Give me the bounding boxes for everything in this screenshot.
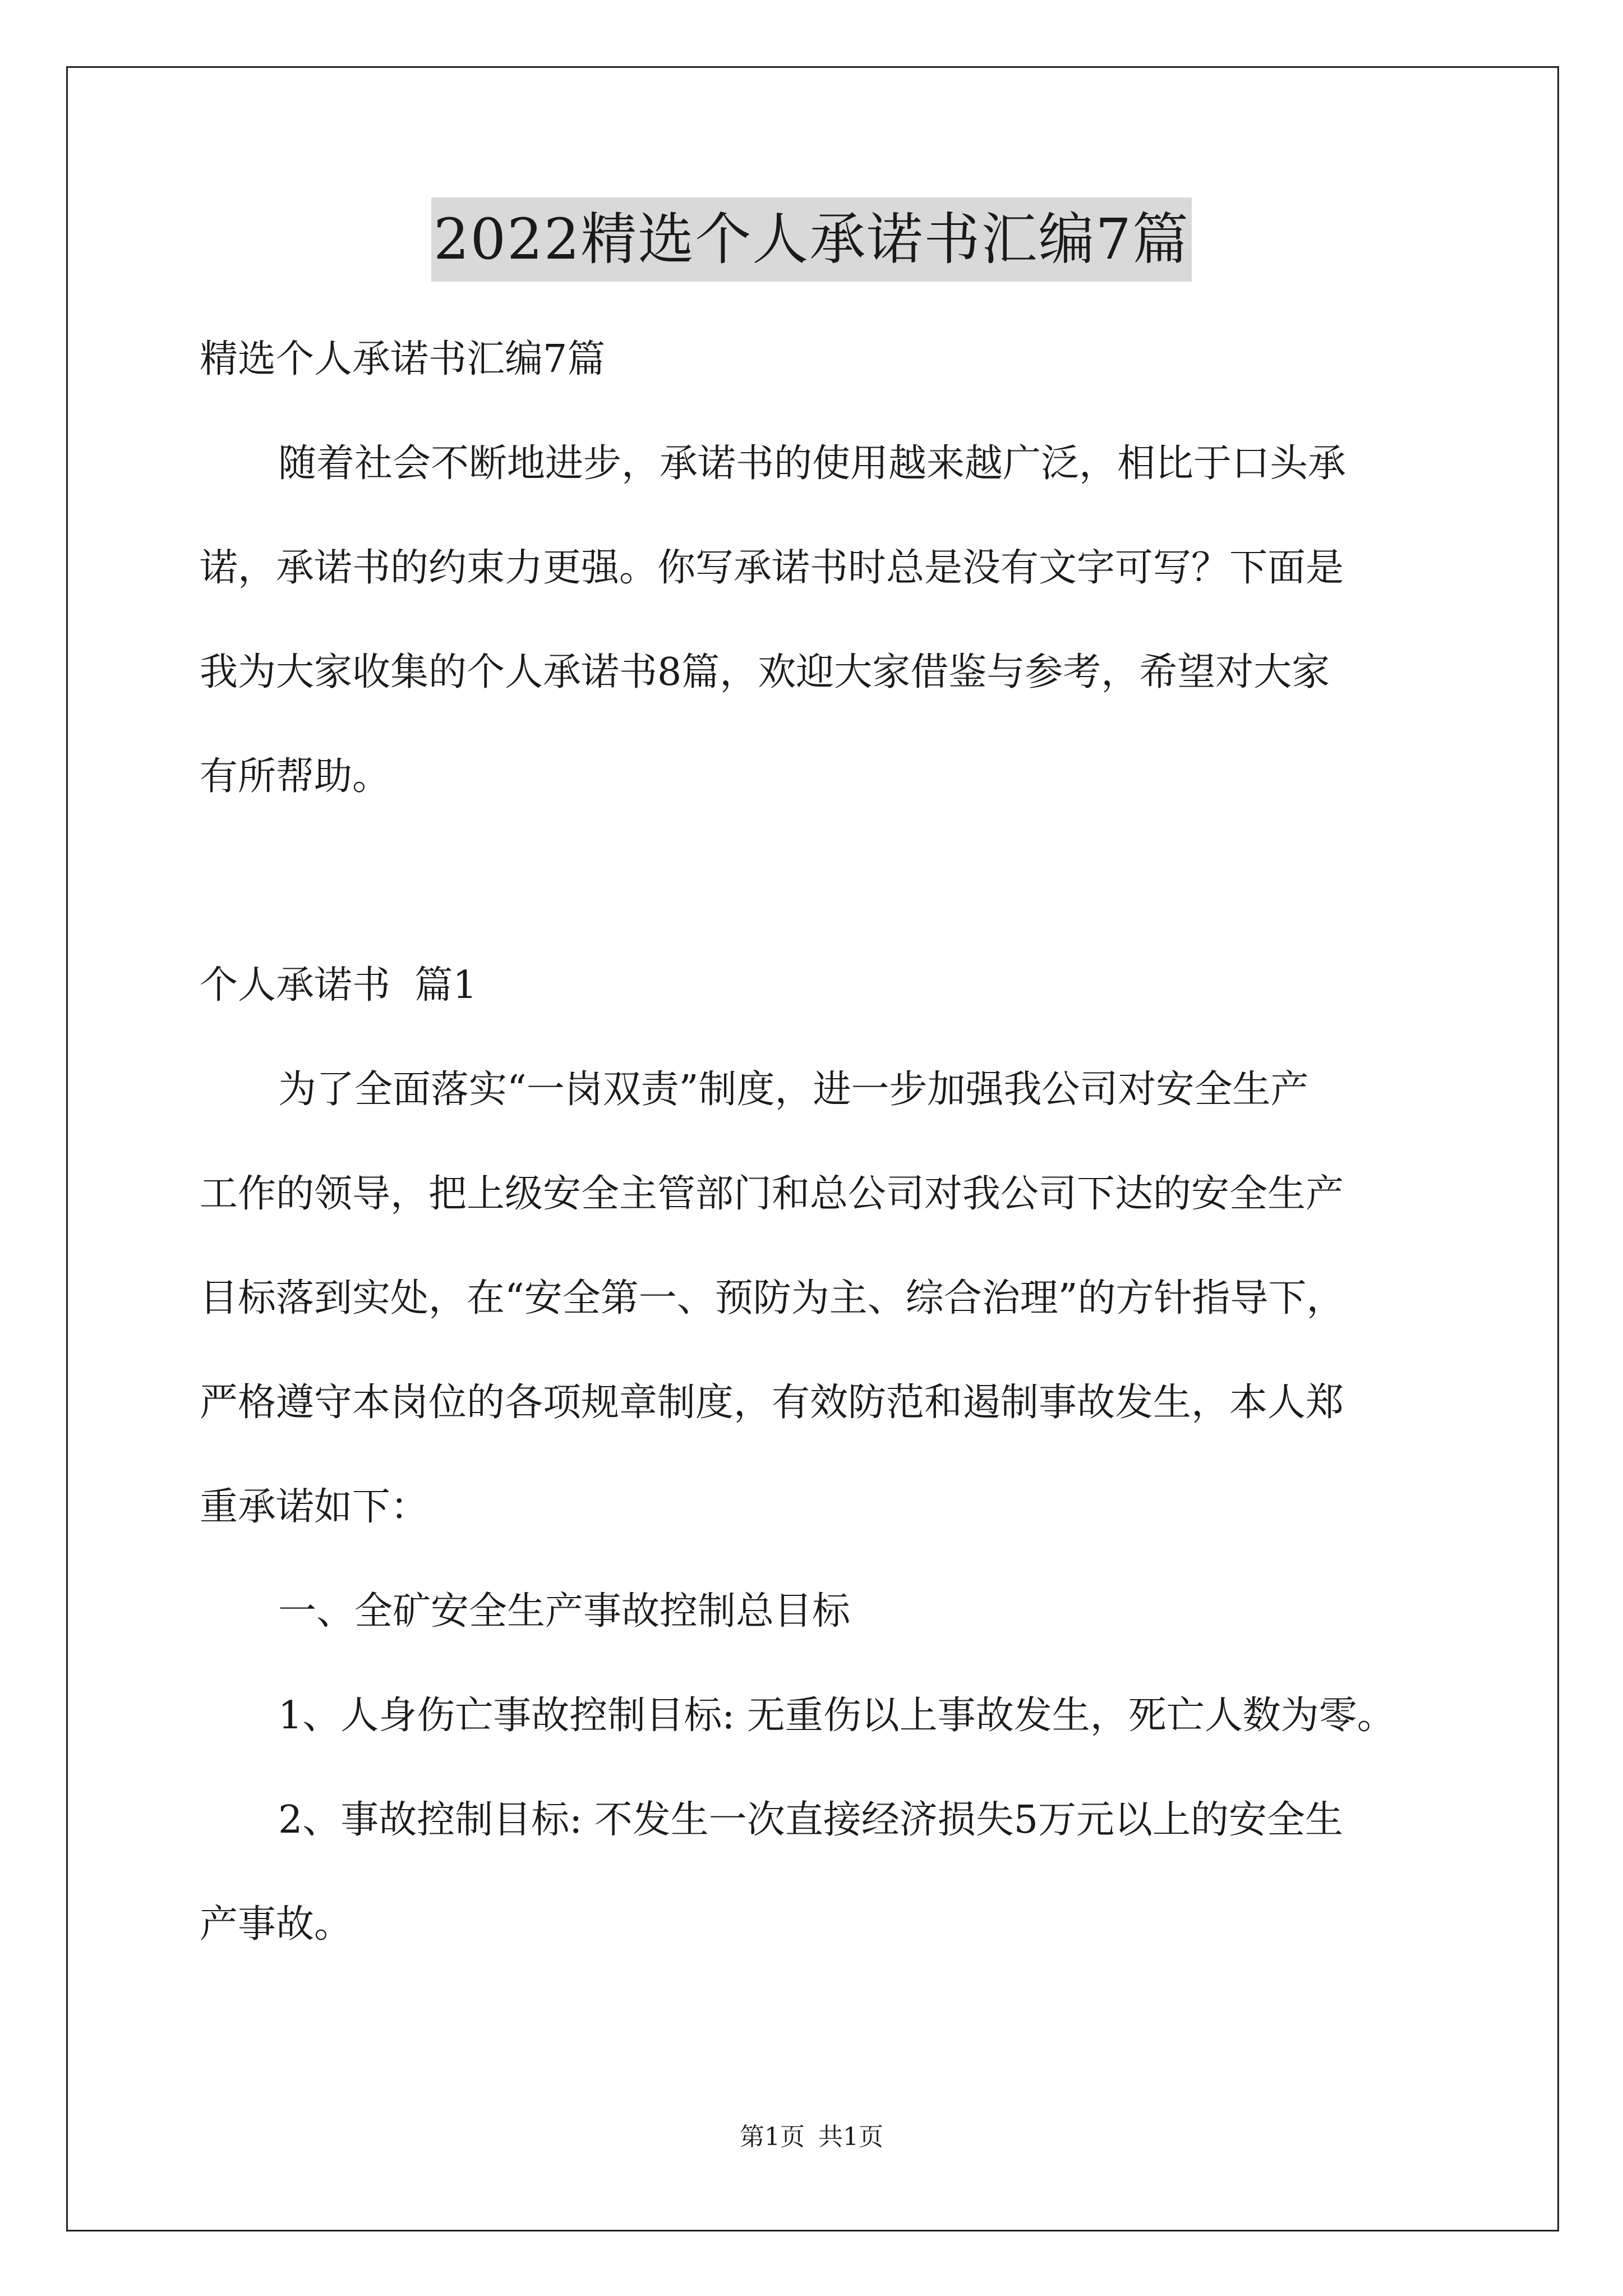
intro-line: 有所帮助。 — [200, 754, 391, 799]
body-line: 目标落到实处，在“安全第一、预防为主、综合治理”的方针指导下， — [200, 1276, 1345, 1320]
body-line: 工作的领导，把上级安全主管部门和总公司对我公司下达的安全生产 — [200, 1172, 1344, 1216]
intro-line: 我为大家收集的个人承诺书8篇，欢迎大家借鉴与参考，希望对大家 — [200, 650, 1330, 694]
document-body — [200, 307, 1428, 1977]
title-container — [0, 197, 1623, 282]
page-number: 第1页 — [740, 2123, 805, 2151]
document-subtitle: 精选个人承诺书汇编7篇 — [200, 337, 606, 381]
body-line: 为了全面落实“一岗双责”制度，进一步加强我公司对安全生产 — [278, 1068, 1309, 1112]
paragraph-gap — [200, 829, 1428, 933]
intro-line: 诺，承诺书的约束力更强。你写承诺书时总是没有文字可写？下面是 — [200, 546, 1344, 590]
body-line: 重承诺如下： — [200, 1485, 429, 1529]
list-item: 2、事故控制目标: 不发生一次直接经济损失5万元以上的安全生 — [278, 1798, 1344, 1842]
page-footer — [0, 2120, 1623, 2154]
intro-line: 随着社会不断地进步，承诺书的使用越来越广泛，相比于口头承 — [278, 441, 1347, 486]
page-total: 共1页 — [818, 2123, 883, 2151]
document-title: 2022精选个人承诺书汇编7篇 — [431, 197, 1192, 282]
section-heading: 个人承诺书 篇1 — [200, 963, 477, 1007]
list-item: 1、人身伤亡事故控制目标: 无重伤以上事故发生，死亡人数为零。 — [278, 1694, 1395, 1738]
body-line: 严格遵守本岗位的各项规章制度，有效防范和遏制事故发生，本人郑 — [200, 1381, 1344, 1425]
list-item-continuation: 产事故。 — [200, 1902, 353, 1947]
list-heading: 一、全矿安全生产事故控制总目标 — [278, 1589, 851, 1634]
